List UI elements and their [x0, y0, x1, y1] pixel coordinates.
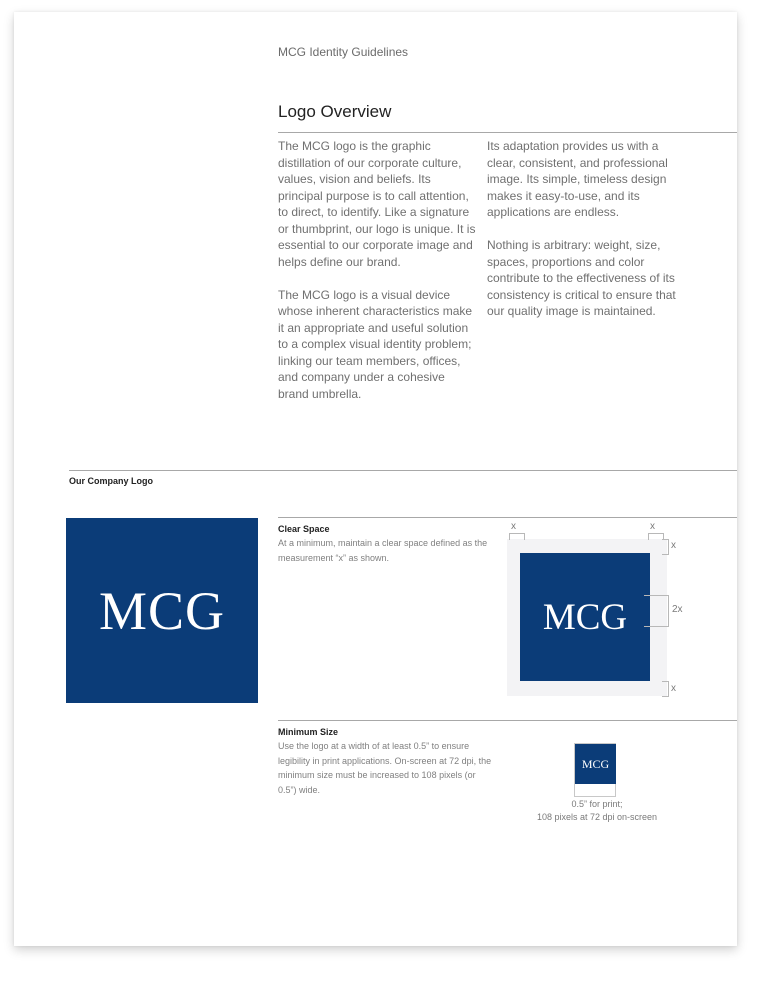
minimum-size-divider — [278, 720, 737, 721]
page-title: Logo Overview — [278, 102, 392, 121]
measure-label: x — [671, 683, 676, 694]
clear-space-divider — [278, 517, 737, 518]
title-divider — [278, 132, 737, 133]
section-divider — [69, 470, 737, 471]
company-logo-large: MCG — [66, 518, 258, 703]
minimum-size-title: Minimum Size — [278, 727, 339, 737]
company-logo-small: MCG — [575, 744, 616, 784]
minimum-size-text: Use the logo at a width of at least 0.5” to ensure legibility in print applications. On-screen at 72 dpi, the minimum size must be increased to 108 pixels (or 0.5”) wide. — [278, 741, 492, 795]
measure-bracket — [644, 595, 669, 627]
measure-bracket — [662, 681, 669, 697]
overview-paragraph: The MCG logo is a visual device whose inherent characteristics make it an appropriate and useful solution to a complex visual identity problem; linking our team members, offices, and company under a cohesive brand umbrella. — [278, 287, 473, 401]
measure-label: x — [511, 521, 516, 532]
measure-bracket — [662, 539, 669, 555]
minimum-size-caption — [524, 798, 670, 824]
overview-paragraph: The MCG logo is the graphic distillation of our corporate culture, values, vision and beliefs. Its principal purpose is to call attention, to direct, to identify. Like a signature or thumbprint, our logo is unique. It is essential to our corporate image and helps define our brand. — [278, 139, 476, 269]
measure-label: 2x — [672, 604, 683, 615]
measure-label: x — [671, 540, 676, 551]
caption-line: 0.5” for print; — [571, 799, 623, 809]
overview-paragraph: Nothing is arbitrary: weight, size, spaces, proportions and color contribute to the effectiveness of its consistency is critical to ensure that our quality image is maintained. — [487, 238, 676, 318]
overview-paragraph: Its adaptation provides us with a clear, consistent, and professional image. Its simple, timeless design makes it easy-to-use, and its applications are endless. — [487, 139, 668, 219]
document-page — [14, 12, 737, 946]
company-logo-clear-space: MCG — [520, 553, 650, 681]
section-label: Our Company Logo — [69, 476, 153, 486]
overview-column-right — [487, 138, 687, 336]
measure-label: x — [650, 521, 655, 532]
clear-space-text: At a minimum, maintain a clear space defined as the measurement “x” as shown. — [278, 538, 488, 563]
clear-space-title: Clear Space — [278, 524, 330, 534]
running-head: MCG Identity Guidelines — [278, 45, 409, 59]
caption-line: 108 pixels at 72 dpi on-screen — [536, 812, 658, 822]
overview-column-left — [278, 138, 478, 419]
measure-bracket — [509, 533, 525, 540]
